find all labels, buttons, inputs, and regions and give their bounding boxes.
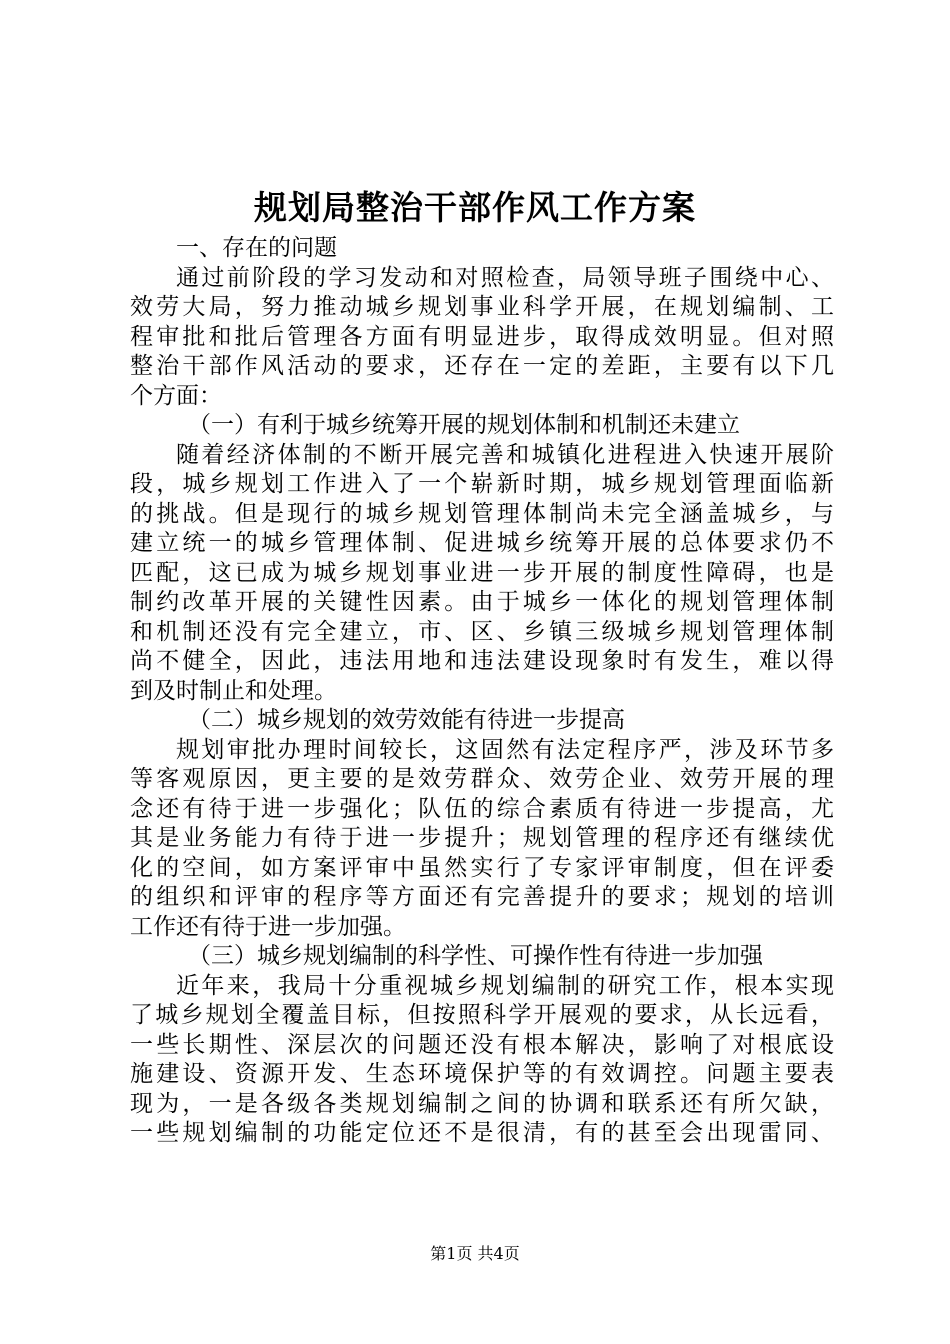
text-line: 通过前阶段的学习发动和对照检查，局领导班子围绕中心、 bbox=[176, 264, 834, 291]
page-footer: 第1页 共4页 bbox=[430, 1244, 520, 1263]
document-body bbox=[130, 234, 834, 1149]
text-line: 制约改革开展的关键性因素。由于城乡一体化的规划管理体制 bbox=[130, 589, 834, 615]
text-line: 了城乡规划全覆盖目标，但按照科学开展观的要求，从长远看， bbox=[130, 1002, 834, 1028]
text-line: 程审批和批后管理各方面有明显进步，取得成效明显。但对照 bbox=[130, 323, 834, 350]
text-line: 到及时制止和处理。 bbox=[130, 677, 337, 704]
text-line: 一些规划编制的功能定位还不是很清，有的甚至会出现雷同、 bbox=[130, 1120, 834, 1146]
text-line: 尚不健全，因此，违法用地和违法建设现象时有发生，难以得 bbox=[130, 648, 834, 674]
text-line: 效劳大局，努力推动城乡规划事业科学开展，在规划编制、工 bbox=[130, 294, 834, 320]
text-line: 一、存在的问题 bbox=[176, 235, 337, 261]
text-line: 一些长期性、深层次的问题还没有根本解决，影响了对根底设 bbox=[130, 1031, 834, 1058]
text-line: 的组织和评审的程序等方面还有完善提升的要求；规划的培训 bbox=[130, 884, 834, 910]
text-line: 工作还有待于进一步加强。 bbox=[130, 913, 406, 940]
text-line: 整治干部作风活动的要求，还存在一定的差距，主要有以下几 bbox=[130, 353, 834, 379]
text-line: 的挑战。但是现行的城乡规划管理体制尚未完全涵盖城乡，与 bbox=[130, 500, 834, 527]
text-line: 匹配，这已成为城乡规划事业进一步开展的制度性障碍，也是 bbox=[130, 559, 834, 586]
text-line: 近年来，我局十分重视城乡规划编制的研究工作，根本实现 bbox=[176, 972, 834, 999]
text-line: 施建设、资源开发、生态环境保护等的有效调控。问题主要表 bbox=[130, 1061, 834, 1087]
text-line: 规划审批办理时间较长，这固然有法定程序严，涉及环节多 bbox=[176, 736, 834, 763]
text-line: （一）有利于城乡统筹开展的规划体制和机制还未建立 bbox=[188, 412, 740, 438]
text-line: 化的空间，如方案评审中虽然实行了专家评审制度，但在评委 bbox=[130, 854, 834, 881]
text-line: 随着经济体制的不断开展完善和城镇化进程进入快速开展阶 bbox=[176, 441, 834, 468]
text-line: 段，城乡规划工作进入了一个崭新时期，城乡规划管理面临新 bbox=[130, 471, 834, 497]
text-line: 等客观原因，更主要的是效劳群众、效劳企业、效劳开展的理 bbox=[130, 766, 834, 792]
text-line: 个方面： bbox=[130, 382, 222, 409]
text-line: 现为，一是各级各类规划编制之间的协调和联系还有所欠缺， bbox=[130, 1090, 834, 1117]
document-title: 规划局整治干部作风工作方案 bbox=[254, 188, 696, 227]
text-line: （二）城乡规划的效劳效能有待进一步提高 bbox=[188, 707, 625, 733]
text-line: 和机制还没有完全建立，市、区、乡镇三级城乡规划管理体制 bbox=[130, 618, 834, 645]
text-line: 其是业务能力有待于进一步提升；规划管理的程序还有继续优 bbox=[130, 825, 834, 851]
text-line: （三）城乡规划编制的科学性、可操作性有待进一步加强 bbox=[188, 943, 763, 969]
text-line: 念还有待于进一步强化；队伍的综合素质有待进一步提高，尤 bbox=[130, 795, 834, 822]
text-line: 建立统一的城乡管理体制、促进城乡统筹开展的总体要求仍不 bbox=[130, 530, 834, 556]
